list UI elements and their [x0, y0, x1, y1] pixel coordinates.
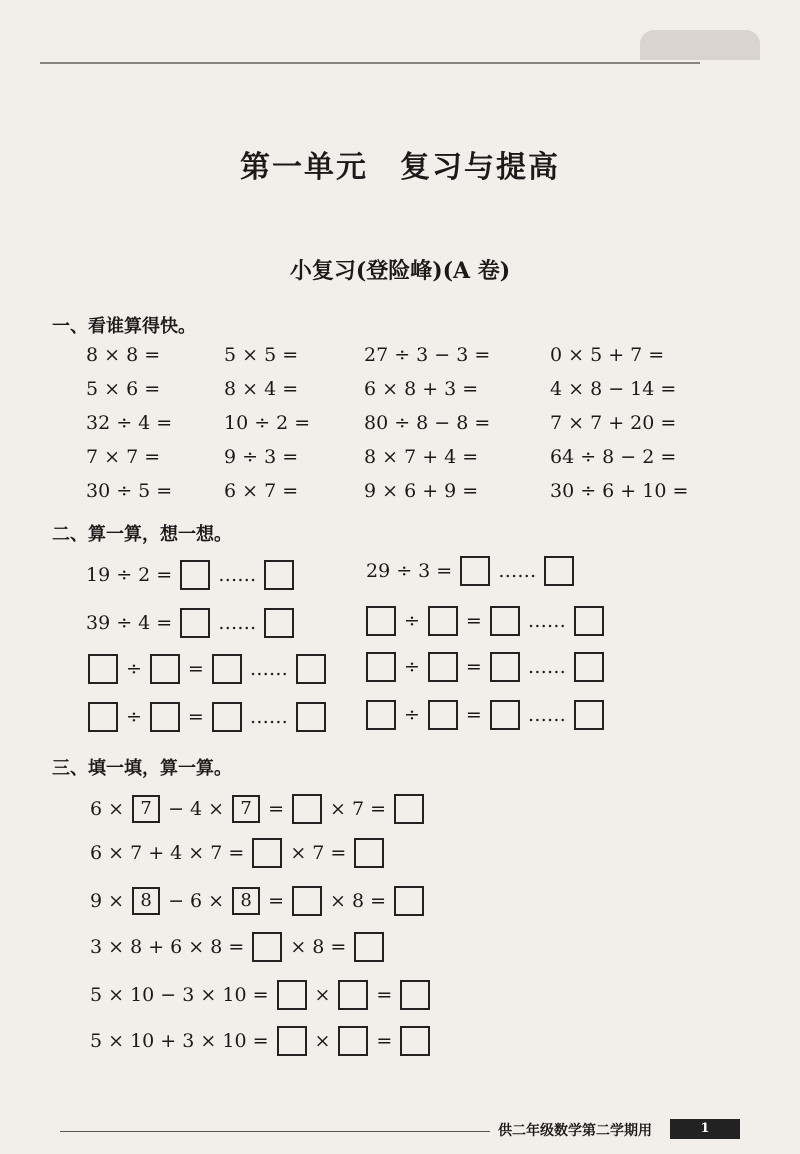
- page-number: 1: [670, 1119, 740, 1139]
- answer-box[interactable]: [366, 700, 396, 730]
- answer-box[interactable]: [400, 980, 430, 1010]
- q1-5-3: 9 × 6 + 9 =: [364, 480, 479, 502]
- answer-box[interactable]: [366, 606, 396, 636]
- answer-box[interactable]: [490, 700, 520, 730]
- page-subtitle: 小复习(登险峰)(A 卷): [289, 258, 511, 284]
- answer-box[interactable]: [88, 654, 118, 684]
- s3-row5: [90, 980, 430, 1010]
- ellipsis: ……: [527, 656, 566, 678]
- s2-row2-left: [86, 608, 294, 638]
- s2-row2-right: [366, 606, 604, 636]
- section-3-heading: 三、填一填，算一算。: [52, 758, 232, 779]
- answer-box[interactable]: [574, 606, 604, 636]
- equals-sign: =: [268, 798, 284, 820]
- answer-box[interactable]: [544, 556, 574, 586]
- answer-box[interactable]: [264, 608, 294, 638]
- q1-4-4: 64 ÷ 8 − 2 =: [550, 446, 677, 468]
- divide-sign: ÷: [126, 706, 142, 728]
- given-box: 8: [132, 887, 160, 915]
- answer-box[interactable]: [574, 652, 604, 682]
- q1-1-1: 8 × 8 =: [86, 344, 161, 366]
- answer-box[interactable]: [394, 886, 424, 916]
- s2-row4-right: [366, 700, 604, 730]
- answer-box[interactable]: [400, 1026, 430, 1056]
- equals-sign: =: [376, 984, 393, 1006]
- s3-r3-text-f: × 8 =: [330, 890, 387, 912]
- q1-2-4: 4 × 8 − 14 =: [550, 378, 677, 400]
- s3-row2: [90, 838, 384, 868]
- q1-1-4: 0 × 5 + 7 =: [550, 344, 665, 366]
- s3-r1-text-c: − 4 ×: [168, 798, 225, 820]
- section-2-heading: 二、算一算，想一想。: [52, 524, 232, 545]
- q1-3-2: 10 ÷ 2 =: [224, 412, 311, 434]
- answer-box[interactable]: [296, 702, 326, 732]
- answer-box[interactable]: [394, 794, 424, 824]
- answer-box[interactable]: [150, 654, 180, 684]
- q1-3-3: 80 ÷ 8 − 8 =: [364, 412, 491, 434]
- answer-box[interactable]: [212, 702, 242, 732]
- answer-box[interactable]: [338, 980, 368, 1010]
- q1-5-2: 6 × 7 =: [224, 480, 299, 502]
- answer-box[interactable]: [88, 702, 118, 732]
- s2-row3-right: [366, 652, 604, 682]
- page-title: 第一单元 复习与提高: [240, 150, 560, 185]
- answer-box[interactable]: [252, 932, 282, 962]
- s3-r3-text-c: − 6 ×: [168, 890, 225, 912]
- divide-sign: ÷: [404, 704, 420, 726]
- equals-sign: =: [187, 658, 204, 680]
- answer-box[interactable]: [296, 654, 326, 684]
- s3-row3: [90, 886, 424, 916]
- q1-3-4: 7 × 7 + 20 =: [550, 412, 677, 434]
- ellipsis: ……: [249, 706, 288, 728]
- ellipsis: ……: [218, 564, 257, 586]
- given-box: 7: [132, 795, 160, 823]
- given-box: 7: [232, 795, 260, 823]
- s3-r3-text-a: 9 ×: [90, 890, 125, 912]
- times-sign: ×: [314, 984, 331, 1006]
- equals-sign: =: [465, 656, 482, 678]
- s3-r6-text-a: 5 × 10 + 3 × 10 =: [90, 1030, 269, 1052]
- answer-box[interactable]: [490, 606, 520, 636]
- answer-box[interactable]: [428, 606, 458, 636]
- s3-r1-text-f: × 7 =: [330, 798, 387, 820]
- answer-box[interactable]: [264, 560, 294, 590]
- q1-4-2: 9 ÷ 3 =: [224, 446, 299, 468]
- equals-sign: =: [465, 610, 482, 632]
- section-1-heading: 一、看谁算得快。: [52, 316, 196, 337]
- answer-box[interactable]: [574, 700, 604, 730]
- header-rule: [40, 62, 700, 64]
- answer-box[interactable]: [460, 556, 490, 586]
- ellipsis: ……: [498, 560, 537, 582]
- s3-r2-text-a: 6 × 7 + 4 × 7 =: [90, 842, 245, 864]
- answer-box[interactable]: [366, 652, 396, 682]
- ellipsis: ……: [527, 610, 566, 632]
- q1-2-2: 8 × 4 =: [224, 378, 299, 400]
- answer-box[interactable]: [354, 932, 384, 962]
- q1-1-3: 27 ÷ 3 − 3 =: [364, 344, 491, 366]
- given-box: 8: [232, 887, 260, 915]
- footer-rule: [60, 1131, 490, 1132]
- q1-2-3: 6 × 8 + 3 =: [364, 378, 479, 400]
- answer-box[interactable]: [292, 794, 322, 824]
- q1-4-3: 8 × 7 + 4 =: [364, 446, 479, 468]
- q1-4-1: 7 × 7 =: [86, 446, 161, 468]
- equals-sign: =: [376, 1030, 393, 1052]
- divide-sign: ÷: [404, 610, 420, 632]
- times-sign: ×: [314, 1030, 331, 1052]
- q1-2-1: 5 × 6 =: [86, 378, 161, 400]
- answer-box[interactable]: [428, 700, 458, 730]
- answer-box[interactable]: [490, 652, 520, 682]
- answer-box[interactable]: [338, 1026, 368, 1056]
- equals-sign: =: [465, 704, 482, 726]
- ellipsis: ……: [218, 612, 257, 634]
- footer-text: 供二年级数学第二学期用: [498, 1123, 652, 1139]
- answer-box[interactable]: [354, 838, 384, 868]
- s2-q1-text: 19 ÷ 2 =: [86, 564, 173, 586]
- q1-3-1: 32 ÷ 4 =: [86, 412, 173, 434]
- s3-row4: [90, 932, 384, 962]
- equals-sign: =: [268, 890, 284, 912]
- ellipsis: ……: [527, 704, 566, 726]
- q1-5-4: 30 ÷ 6 + 10 =: [550, 480, 689, 502]
- s2-row1-right: [366, 556, 574, 586]
- q1-5-1: 30 ÷ 5 =: [86, 480, 173, 502]
- s3-r4-text-b: × 8 =: [290, 936, 347, 958]
- equals-sign: =: [187, 706, 204, 728]
- answer-box[interactable]: [292, 886, 322, 916]
- s2-row3-left: [88, 654, 326, 684]
- s3-row6: [90, 1026, 430, 1056]
- s2-q3-text: 39 ÷ 4 =: [86, 612, 173, 634]
- answer-box[interactable]: [180, 560, 210, 590]
- divide-sign: ÷: [404, 656, 420, 678]
- s2-q2-text: 29 ÷ 3 =: [366, 560, 453, 582]
- answer-box[interactable]: [277, 980, 307, 1010]
- divide-sign: ÷: [126, 658, 142, 680]
- answer-box[interactable]: [277, 1026, 307, 1056]
- s3-r2-text-b: × 7 =: [290, 842, 347, 864]
- header-decoration: [640, 30, 760, 60]
- ellipsis: ……: [249, 658, 288, 680]
- s3-row1: [90, 794, 424, 824]
- answer-box[interactable]: [252, 838, 282, 868]
- s3-r4-text-a: 3 × 8 + 6 × 8 =: [90, 936, 245, 958]
- q1-1-2: 5 × 5 =: [224, 344, 299, 366]
- s2-row4-left: [88, 702, 326, 732]
- s3-r5-text-a: 5 × 10 − 3 × 10 =: [90, 984, 269, 1006]
- answer-box[interactable]: [212, 654, 242, 684]
- s2-row1-left: [86, 560, 294, 590]
- answer-box[interactable]: [428, 652, 458, 682]
- answer-box[interactable]: [180, 608, 210, 638]
- answer-box[interactable]: [150, 702, 180, 732]
- s3-r1-text-a: 6 ×: [90, 798, 125, 820]
